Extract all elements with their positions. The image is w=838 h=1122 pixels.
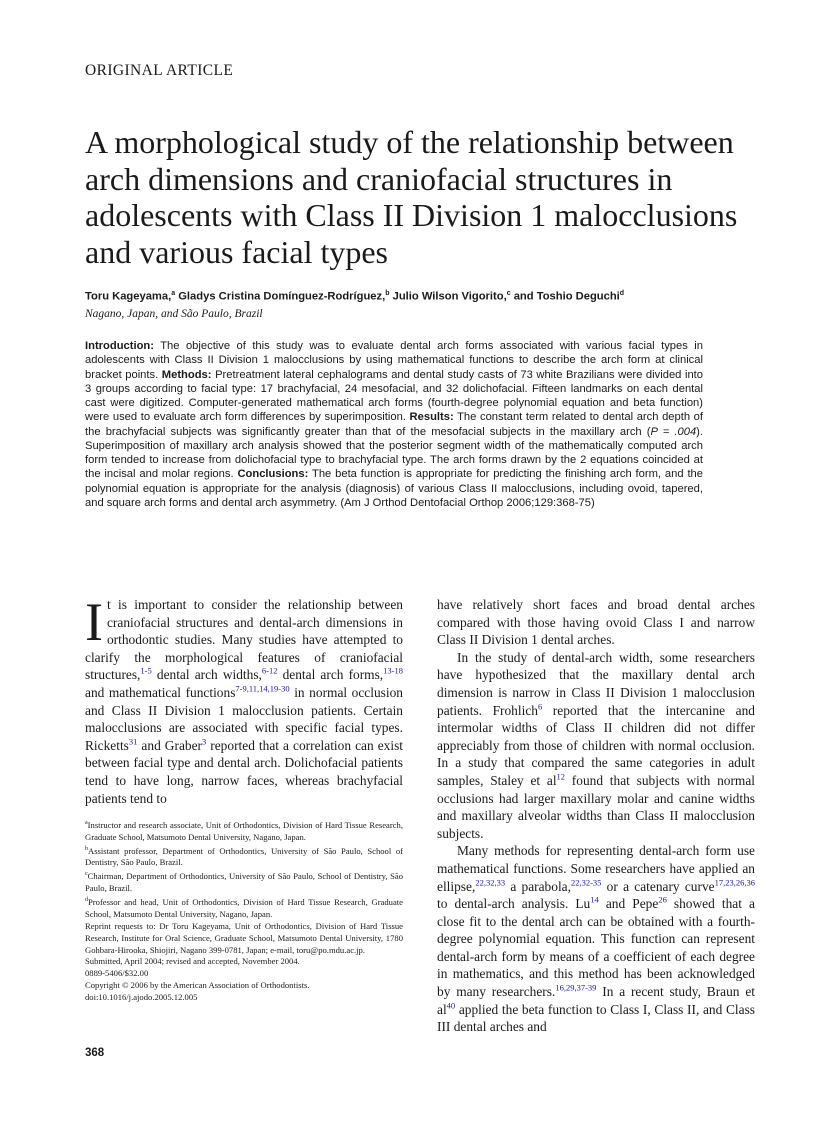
author-name: Gladys Cristina Domínguez-Rodríguez,	[178, 290, 386, 303]
reprint-requests: Reprint requests to: Dr Toru Kageyama, Unit of Orthodontics, Division of Hard Tissue Research, Institute for Oral Science, Graduate School, Matsumoto Dental University, 1780 Gohbara-Hirooka, Shiojiri, Nagano 399-0781, Japan; e-mail, toru@po.mdu.ac.jp.	[85, 920, 403, 955]
body-text: and mathematical functions	[85, 684, 236, 700]
abstract-p-value: P = .004	[650, 425, 697, 438]
footnote-mark: c	[85, 871, 88, 878]
footnote-c	[85, 869, 403, 895]
citation-ref[interactable]: 3	[201, 736, 207, 747]
footnote-text: Instructor and research associate, Unit of Orthodontics, Division of Hard Tissue Research, Graduate School, Matsumoto Dental University, Nagano, Japan.	[85, 819, 403, 842]
affiliation-mark: d	[619, 290, 625, 297]
body-text: In a recent study, Braun et al	[437, 984, 755, 1017]
abstract-intro-label: Introduction:	[85, 340, 154, 352]
body-text: and Graber	[137, 737, 202, 753]
affiliation-mark: a	[171, 290, 176, 297]
submission-dates: Submitted, April 2004; revised and accepted, November 2004.	[85, 956, 300, 967]
author-list	[85, 290, 785, 303]
body-text: a parabola,	[505, 878, 571, 894]
citation-ref[interactable]: 6	[537, 701, 543, 712]
article-title: A morphological study of the relationship between arch dimensions and craniofacial structures in adolescents with Class II Division 1 malocclusions and various facial types	[85, 124, 738, 270]
body-text: reported that a correlation can exist between facial type and dental arch. Dolichofacial patients tend to have long, narrow faces, whereas brachyfacial patients tend to	[85, 737, 403, 806]
citation-ref[interactable]: 17,23,26,36	[714, 877, 755, 888]
citation-ref[interactable]: 40	[446, 1000, 456, 1011]
abstract	[85, 339, 703, 510]
body-text: dental arch widths,	[151, 667, 262, 683]
body-text: t is important to consider the relationship between craniofacial structures and dental-arch dimensions in orthodontic studies. Many studies have attempted to clarify the morphological features of craniofacial structures,	[85, 597, 403, 683]
abstract-results-label: Results:	[405, 411, 454, 424]
citation-ref[interactable]: 14	[590, 894, 599, 905]
drop-cap: I	[85, 592, 103, 652]
abstract-results-text: The constant term related to dental arch depth of the brachyfacial subjects was significantly greater than that of the mesofacial subjects in the maxillary arch (	[85, 411, 704, 438]
citation-ref[interactable]: 31	[128, 736, 138, 747]
footnote-d	[85, 895, 403, 921]
citation-ref[interactable]: 26	[658, 894, 667, 905]
page-number: 368	[85, 1047, 105, 1059]
footnotes	[85, 818, 403, 1004]
body-text: or a catenary curve	[601, 878, 715, 894]
footnote-mark: d	[85, 897, 88, 904]
body-text: showed that a close fit to the dental arch can be obtained with a fourth-degree polynomial equation. This function can represent dental-arch form by means of a coefficient of each degree in mathematics, and this method has been acknowledged by many researchers.	[437, 896, 756, 1000]
author-name: Toru Kageyama,	[85, 290, 172, 303]
issn: 0889-5406/$32.00	[85, 968, 149, 979]
footnote-a	[85, 818, 403, 844]
abstract-methods-label: Methods:	[158, 368, 212, 381]
footnote-text: Professor and head, Unit of Orthodontics, Division of Hard Tissue Research, Graduate School, Matsumoto Dental University, Nagano, Japan.	[85, 896, 403, 919]
footnote-mark: a	[85, 820, 88, 826]
citation-ref[interactable]: 6-12	[261, 665, 278, 676]
body-text: and Pepe	[598, 896, 659, 912]
citation-ref[interactable]: 22,32-35	[570, 877, 602, 888]
body-paragraph	[437, 649, 755, 843]
abstract-citation: (Am J Orthod Dentofacial Orthop 2006;129:368-75)	[337, 496, 595, 509]
copyright: Copyright © 2006 by the American Association of Orthodontists.	[85, 980, 310, 991]
author-location: Nagano, Japan, and São Paulo, Brazil	[85, 308, 263, 320]
body-text: In the study of dental-arch width, some researchers have hypothesized that the maxillary dental arch dimension is narrow in Class II Division 1 malocclusion patients. Frohlich	[437, 649, 755, 718]
abstract-methods-text: Pretreatment lateral cephalograms and dental study casts of 73 white Brazilians were divided into 3 groups according to facial type: 17 brachyfacial, 24 mesofacial, and 32 dolichofacial. Fifteen landmarks on each dental cast were digitized. Computer-generated mathematical arch forms (fourth-degree polynomial equation and beta function) were used to evaluate arch form differences by superimposition.	[85, 368, 703, 424]
body-paragraph: have relatively short faces and broad dental arches compared with those having ovoid Class I and narrow Class II Division 1 dental arches.	[437, 597, 755, 648]
doi[interactable]: doi:10.1016/j.ajodo.2005.12.005	[85, 992, 198, 1003]
body-text: dental arch forms,	[277, 667, 384, 683]
citation-ref[interactable]: 22,32,33	[475, 877, 506, 888]
abstract-intro-text: The objective of this study was to evaluate dental arch forms associated with various facial types in adolescents with Class II Division 1 malocclusions by using mathematical functions to describe the arch form at clinical bracket points.	[85, 340, 703, 381]
citation-ref[interactable]: 1-5	[140, 665, 152, 676]
body-text: applied the beta function to Class I, Class II, and Class III dental arches and	[437, 1001, 755, 1035]
abstract-conclusions-label: Conclusions:	[233, 468, 309, 481]
citation-ref[interactable]: 16,29,37-39	[555, 982, 597, 993]
footnote-b	[85, 844, 403, 870]
body-paragraph	[437, 842, 755, 1036]
body-text: to dental-arch analysis. Lu	[437, 896, 591, 912]
citation-ref[interactable]: 7-9,11,14,19-30	[235, 683, 290, 694]
citation-ref[interactable]: 13-18	[383, 665, 403, 676]
footnote-text: Chairman, Department of Orthodontics, University of São Paulo, School of Dentistry, São Paulo, Brazil.	[85, 871, 403, 894]
body-column-right	[437, 596, 755, 1036]
section-label: ORIGINAL ARTICLE	[85, 62, 234, 79]
body-text: reported that the intercanine and intermolar widths of Class II children did not differ appreciably from those of children with normal occlusion. In a study that compared the same categories in adult samples, Staley et al	[437, 702, 755, 788]
affiliation-mark: b	[385, 290, 390, 297]
body-paragraph	[85, 592, 403, 807]
body-column-left	[85, 592, 403, 807]
abstract-conclusions-text: The beta function is appropriate for predicting the finishing arch form, and the polynomial equation is appropriate for the analysis (diagnosis) of various Class II malocclusions, including ovoid, tapered, and square arch forms and dental arch asymmetry.	[85, 468, 703, 509]
affiliation-mark: c	[506, 290, 511, 297]
body-text: found that subjects with normal occlusions had larger maxillary molar and canine widths and maxillary alveolar widths than Class II malocclusion subjects.	[437, 772, 755, 841]
citation-ref[interactable]: 12	[556, 771, 566, 782]
body-text: Many methods for representing dental-arch form use mathematical functions. Some researchers have applied an ellipse,	[437, 843, 755, 894]
abstract-results-text: ). Superimposition of maxillary arch analysis showed that the posterior segment width of the mathematically computed arch form tended to increase from dolichofacial type to brachyfacial type. The arch forms drawn by the 2 equations coincided at the incisal and molar regions.	[85, 425, 704, 481]
body-text: in normal occlusion and Class II Division 1 malocclusion patients. Certain malocclusions are associated with specific facial types. Ricketts	[85, 684, 403, 753]
footnote-text: Assistant professor, Department of Orthodontics, University of São Paulo, School of Dentistry, São Paulo, Brazil.	[85, 845, 403, 868]
footnote-mark: b	[85, 845, 88, 852]
author-name: Julio Wilson Vigorito,	[392, 290, 507, 303]
author-name: and Toshio Deguchi	[513, 290, 620, 303]
